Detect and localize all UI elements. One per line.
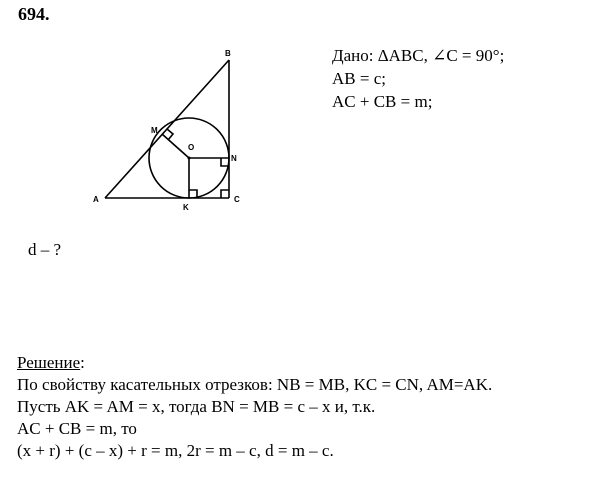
label-c: C	[234, 195, 240, 204]
solution-line-1: По свойству касательных отрезков: NB = MB, KC = CN, AM=AK.	[17, 375, 493, 394]
center-o-point	[188, 157, 191, 160]
find-statement: d – ?	[28, 240, 62, 259]
problem-number: 694.	[18, 4, 50, 24]
solution-line-4: (x + r) + (c – x) + r = m, 2r = m – c, d = m – c.	[17, 441, 334, 460]
label-o: O	[188, 143, 195, 152]
solution-heading-line	[17, 352, 492, 374]
triangle-figure	[82, 42, 252, 227]
right-angle-c	[221, 190, 229, 198]
given-line-3: AC + CB = m;	[332, 92, 433, 111]
solution-block	[17, 352, 492, 462]
solution-line-3: AC + CB = m, то	[17, 419, 137, 438]
label-k: K	[183, 203, 189, 212]
solution-line-2: Пусть AK = AM = x, тогда BN = MB = c – x и, т.к.	[17, 397, 376, 416]
solution-heading: Решение	[17, 353, 81, 372]
given-line-1: Дано: ΔABC, ∠C = 90°;	[332, 46, 505, 65]
label-a: A	[93, 195, 99, 204]
label-b: B	[225, 49, 231, 58]
given-block	[332, 44, 504, 113]
label-m: M	[151, 126, 158, 135]
label-n: N	[231, 154, 237, 163]
given-line-2: AB = c;	[332, 69, 386, 88]
solution-heading-colon: :	[80, 353, 85, 372]
radius-om	[162, 134, 189, 158]
